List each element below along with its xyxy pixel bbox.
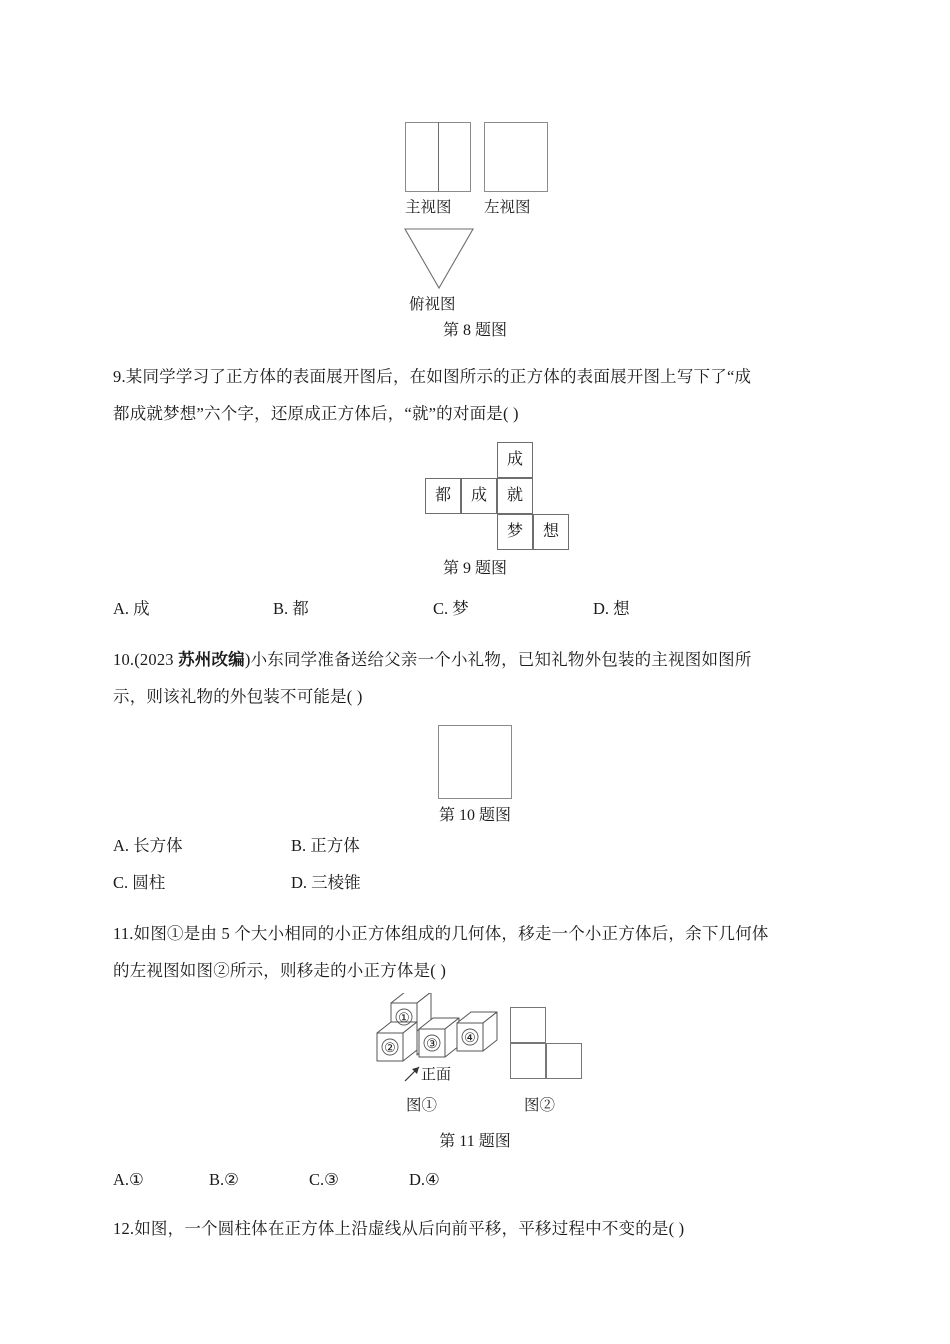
left-view-cell-0 <box>510 1007 546 1043</box>
q11-text-line1: 如图①是由 5 个大小相同的小正方体组成的几何体，移走一个小正方体后，余下几何体 <box>133 924 769 943</box>
q9-option-a-label: 成 <box>133 599 150 618</box>
question-11 <box>113 915 837 1198</box>
front-direction-label: 正面 <box>421 1067 452 1083</box>
figure-q9 <box>113 438 837 580</box>
q9-option-b[interactable] <box>273 590 433 627</box>
q10-option-d-label: 三棱锥 <box>311 873 361 892</box>
front-view-label: 主视图 <box>405 199 452 216</box>
q10-number: 10. <box>113 650 135 669</box>
q10-option-c-label: 圆柱 <box>132 873 166 892</box>
cube-net-diagram <box>113 438 837 550</box>
page-content <box>113 0 837 1247</box>
figure-q8 <box>113 110 837 342</box>
q10-option-a-label: 长方体 <box>133 836 183 855</box>
q10-option-b[interactable] <box>291 827 360 864</box>
q11-option-c-label: ③ <box>324 1170 339 1189</box>
q10-option-a-key: A. <box>113 836 130 855</box>
figure-caption-q9: 第 9 题图 <box>442 560 507 577</box>
q12-number: 12. <box>113 1219 135 1238</box>
q11-option-b[interactable] <box>209 1161 309 1198</box>
q10-option-d[interactable] <box>291 864 361 901</box>
q12-line-1 <box>113 1210 837 1247</box>
q11-line-1 <box>113 915 837 952</box>
figure-2-label: 图② <box>524 1097 556 1114</box>
question-9 <box>113 358 837 627</box>
q10-option-c-key: C. <box>113 873 129 892</box>
q11-option-a-key: A. <box>113 1170 130 1189</box>
front-view-divider-line <box>438 122 439 192</box>
q11-options <box>113 1161 837 1198</box>
q10-options-row-2 <box>113 864 837 901</box>
net-cell-4: 梦 <box>497 514 533 550</box>
q9-line-2: 都成就梦想”六个字，还原成正方体后，“就”的对面是( ) <box>113 404 519 423</box>
net-cell-5: 想 <box>533 514 569 550</box>
q9-option-a[interactable] <box>113 590 273 627</box>
cube-number-4: ④ <box>464 1030 476 1045</box>
cube-number-1: ① <box>398 1010 410 1025</box>
figure-caption-q8: 第 8 题图 <box>442 322 507 339</box>
top-view-label: 俯视图 <box>409 296 456 313</box>
q11-option-b-key: B. <box>209 1170 225 1189</box>
q11-option-d-key: D. <box>409 1170 426 1189</box>
top-view-triangle-wrap <box>404 228 474 290</box>
cube-number-2: ② <box>384 1040 396 1055</box>
q10-source-prefix: (2023 <box>134 650 179 669</box>
q9-option-c-label: 梦 <box>452 599 469 618</box>
figure-caption-q11: 第 11 题图 <box>439 1133 511 1150</box>
q12-text-line1: 如图，一个圆柱体在正方体上沿虚线从后向前平移，平移过程中不变的是( ) <box>134 1219 685 1238</box>
q10-option-d-key: D. <box>291 873 308 892</box>
figure-q11 <box>113 993 837 1125</box>
q10-source-suffix: ) <box>244 650 251 669</box>
figure-q10 <box>113 719 837 827</box>
front-view-square <box>438 725 512 799</box>
q9-option-b-label: 都 <box>292 599 309 618</box>
figure-1-label: 图① <box>406 1097 438 1114</box>
q11-option-a-label: ① <box>129 1170 144 1189</box>
q10-source-bold: 苏州改编 <box>178 650 245 669</box>
q10-option-a[interactable] <box>113 827 291 864</box>
q9-number: 9. <box>113 367 126 386</box>
q11-option-d-label: ④ <box>425 1170 440 1189</box>
q11-option-b-label: ② <box>224 1170 239 1189</box>
q9-line-1 <box>113 358 837 395</box>
q10-options-row-1 <box>113 827 837 864</box>
q9-option-a-key: A. <box>113 599 130 618</box>
figure-caption-q10: 第 10 题图 <box>438 807 511 824</box>
q9-option-b-key: B. <box>273 599 289 618</box>
q9-option-c-key: C. <box>433 599 449 618</box>
q10-line-2: 示，则该礼物的外包装不可能是( ) <box>113 687 363 706</box>
left-view-rectangle <box>484 122 548 192</box>
q10-text-line1-rest: 小东同学准备送给父亲一个小礼物，已知礼物外包装的主视图如图所 <box>250 650 752 669</box>
top-view-triangle-icon <box>404 228 474 290</box>
net-cell-3: 就 <box>497 478 533 514</box>
q9-text-line1: 某同学学习了正方体的表面展开图后，在如图所示的正方体的表面展开图上写下了“成 <box>125 367 752 386</box>
q11-option-a[interactable] <box>113 1161 209 1198</box>
left-view-cell-2 <box>546 1043 582 1079</box>
question-12 <box>113 1210 837 1247</box>
q10-option-b-key: B. <box>291 836 307 855</box>
q9-option-d-label: 想 <box>613 599 630 618</box>
q9-option-c[interactable] <box>433 590 593 627</box>
q8-top-view-row <box>113 222 837 318</box>
q11-option-c-key: C. <box>309 1170 325 1189</box>
q10-option-c[interactable] <box>113 864 291 901</box>
cube-number-3: ③ <box>426 1036 438 1051</box>
left-view-cell-1 <box>510 1043 546 1079</box>
q11-number: 11. <box>113 924 134 943</box>
left-view-label: 左视图 <box>484 199 531 216</box>
q10-line-1 <box>113 641 837 678</box>
net-cell-1: 都 <box>425 478 461 514</box>
net-cell-2: 成 <box>461 478 497 514</box>
q10-option-b-label: 正方体 <box>310 836 360 855</box>
q11-option-c[interactable] <box>309 1161 409 1198</box>
q9-option-d-key: D. <box>593 599 610 618</box>
q11-line-2: 的左视图如图②所示，则移走的小正方体是( ) <box>113 961 447 980</box>
question-10 <box>113 641 837 901</box>
net-cell-0: 成 <box>497 442 533 478</box>
q8-views-row <box>113 110 837 222</box>
q11-option-d[interactable] <box>409 1161 440 1198</box>
cube-assembly-diagram <box>361 993 511 1091</box>
q9-option-d[interactable] <box>593 590 630 627</box>
q9-options <box>113 590 837 627</box>
